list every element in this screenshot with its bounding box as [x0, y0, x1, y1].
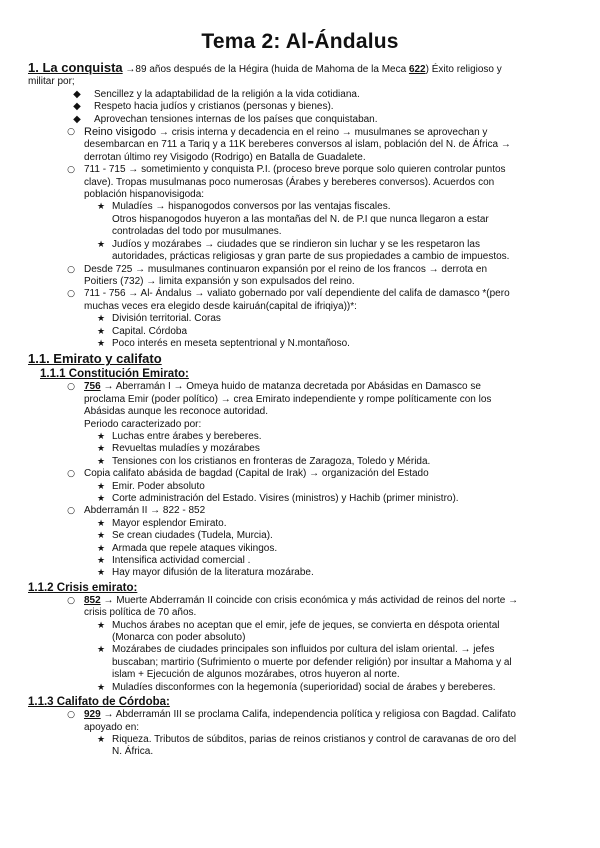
circle-bullet-icon: ○ — [67, 165, 75, 176]
emirato-list-3 — [28, 505, 572, 517]
emirato-list — [28, 381, 572, 431]
circle-bullet-icon: ○ — [67, 289, 75, 300]
list-item-abderraman-ii: ○ Abderramán II → 822 - 852 — [28, 505, 572, 517]
section-1-intro — [28, 60, 572, 76]
document-title: Tema 2: Al-Ándalus — [201, 30, 399, 53]
star-bullet-icon: ★ — [96, 494, 106, 504]
star-bullet-icon: ★ — [96, 202, 106, 213]
list-item: ★ Intensifica actividad comercial . — [28, 555, 572, 567]
list-item: ★ Revueltas muladíes y mozárabes — [28, 443, 572, 455]
intro-text-a: →89 años después de la Hégira (huida de Mahoma de la Meca — [122, 64, 409, 75]
organizacion-list — [28, 481, 572, 506]
star-bullet-icon: ★ — [96, 456, 106, 467]
list-item-711-715: ○ 711 - 715 → sometimiento y conquista P.I. (proceso breve porque solo quieren controlar puntos clave). Tropas musulmanas poco numerosas (Árabes y bereberes conversos). Acuerdos con población hispanovisigoda: — [28, 164, 572, 201]
section-1-heading: 1. La conquista — [28, 60, 123, 75]
circle-bullet-icon: ○ — [67, 382, 75, 393]
valiato-list — [28, 313, 572, 350]
list-item: ◆ Respeto hacia judíos y cristianos (personas y bienes). — [28, 101, 572, 113]
list-item-reino-visigodo: ○ Reino visigodo → crisis interna y decadencia en el reino → musulmanes se aprovechan y desembarcan en 711 a Tariq y a 11K bereberes conversos al islam, población del N. de África → derrotan último rey Visigodo (Rodrigo) en Batalla de Guadalete. — [28, 126, 572, 164]
intro-text-b: ) Éxito religioso y — [425, 64, 502, 75]
intro-year: 622 — [408, 64, 426, 75]
section-1-1-3-heading: 1.1.3 Califato de Córdoba: — [28, 696, 170, 709]
list-item-muladies: ★ Muladíes → hispanogodos conversos por las ventajas fiscales. Otros hispanogodos huyeron a las montañas del N. de P.I que nunca llegaron a estar controladas del todo por musulmanes. — [28, 201, 572, 238]
conquest-points-list — [28, 126, 572, 201]
star-bullet-icon: ★ — [96, 338, 106, 349]
star-bullet-icon: ★ — [96, 326, 106, 337]
esplendor-list — [28, 518, 572, 580]
star-bullet-icon: ★ — [96, 531, 106, 542]
diamond-bullet-icon: ◆ — [73, 101, 81, 113]
list-item: ★ Muladíes disconformes con la hegemonía (superioridad) social de árabes y bereberes. — [28, 682, 572, 694]
star-bullet-icon: ★ — [96, 431, 106, 442]
list-item: ★ Poco interés en meseta septentrional y N.montañoso. — [28, 338, 572, 350]
list-item-852: ○ 852 → Muerte Abderramán II coincide con crisis económica y más actividad de reinos del norte → crisis política de 70 años. — [28, 595, 572, 620]
circle-bullet-icon: ○ — [67, 264, 75, 275]
conquest-reasons-list — [28, 89, 572, 126]
star-bullet-icon: ★ — [96, 734, 106, 745]
list-item: ◆ Aprovechan tensiones internas de los países que conquistaban. — [28, 114, 572, 126]
diamond-bullet-icon: ◆ — [73, 113, 81, 125]
star-bullet-icon: ★ — [96, 481, 106, 492]
circle-bullet-icon: ○ — [67, 127, 75, 138]
circle-bullet-icon: ○ — [67, 595, 75, 606]
emirato-list-2 — [28, 468, 572, 480]
list-item: ★ Mayor esplendor Emirato. — [28, 518, 572, 530]
star-bullet-icon: ★ — [96, 314, 106, 325]
list-item: ★ Tensiones con los cristianos en fronteras de Zaragoza, Toledo y Mérida. — [28, 456, 572, 468]
list-item: ★ Hay mayor difusión de la literatura mozárabe. — [28, 567, 572, 579]
star-bullet-icon: ★ — [96, 568, 106, 579]
star-bullet-icon: ★ — [96, 556, 106, 567]
list-item: ★ División territorial. Coras — [28, 313, 572, 325]
circle-bullet-icon: ○ — [67, 469, 75, 480]
star-bullet-icon: ★ — [96, 645, 106, 656]
list-item: ★ Se crean ciudades (Tudela, Murcia). — [28, 530, 572, 542]
list-item-711-756: ○ 711 - 756 → Al- Ándalus → valiato gobernado por valí dependiente del califa de damasco *(pero muchas veces era elegido desde kairuán(capital de ifriqiya))*: — [28, 288, 572, 313]
califato-support-list — [28, 734, 572, 759]
conquest-points-list-2 — [28, 264, 572, 314]
list-item: ★ Capital. Córdoba — [28, 326, 572, 338]
list-item-929: ○ 929 → Abderramán III se proclama Califa, independencia política y religiosa con Bagdad. Califato apoyado en: — [28, 709, 572, 734]
star-bullet-icon: ★ — [96, 239, 106, 250]
circle-bullet-icon: ○ — [67, 710, 75, 721]
star-bullet-icon: ★ — [96, 620, 106, 631]
intro-text-c: militar por; — [28, 76, 75, 88]
list-item: ★ Corte administración del Estado. Visires (ministros) y Hachib (primer ministro). — [28, 493, 572, 505]
list-item: ◆ Sencillez y la adaptabilidad de la religión a la vida cotidiana. — [28, 89, 572, 101]
list-item-725: ○ Desde 725 → musulmanes continuaron expansión por el reino de los francos → derrota en Poitiers (732) → limita expansión y son expulsados del reino. — [28, 264, 572, 289]
crisis-list — [28, 595, 572, 620]
circle-bullet-icon: ○ — [67, 506, 75, 517]
population-list — [28, 201, 572, 263]
star-bullet-icon: ★ — [96, 444, 106, 455]
star-bullet-icon: ★ — [96, 543, 106, 554]
section-1-1-2-heading: 1.1.2 Crisis emirato: — [28, 581, 138, 594]
list-item: ★ Riqueza. Tributos de súbditos, parias de reinos cristianos y control de caravanas de oro del N. África. — [28, 734, 572, 759]
list-item: ★ Mozárabes de ciudades principales son influidos por cultura del islam oriental. → jefes buscaban; martirio (Sufrimiento o muerte por defender religión) por insultar a Mahoma y al islam + Ejecución de algunos mozárabes, otros huyeron al norte. — [28, 644, 572, 681]
section-1-1-1-heading: 1.1.1 Constitución Emirato: — [40, 368, 189, 381]
list-item: ★ Luchas entre árabes y bereberes. — [28, 431, 572, 443]
list-item: ★ Muchos árabes no aceptan que el emir, jefe de jeques, se convierta en déspota oriental (Monarca con poder absoluto) — [28, 620, 572, 645]
list-item-copia-califato: ○ Copia califato abásida de bagdad (Capital de Irak) → organización del Estado — [28, 468, 572, 480]
list-item-756: ○ 756 → Aberramán I → Omeya huido de matanza decretada por Abásidas en Damasco se proclama Emir (poder político) → crea Emirato independiente y rompe políticamente con los Abásidas aunque les reconoce autoridad. Periodo caracterizado por: — [28, 381, 572, 431]
list-item: ★ Armada que repele ataques vikingos. — [28, 543, 572, 555]
crisis-causes-list — [28, 620, 572, 694]
star-bullet-icon: ★ — [96, 682, 106, 693]
star-bullet-icon: ★ — [96, 518, 106, 529]
califato-list — [28, 709, 572, 734]
diamond-bullet-icon: ◆ — [73, 88, 81, 100]
periodo-list — [28, 431, 572, 468]
list-item-judios: ★ Judíos y mozárabes → ciudades que se rindieron sin luchar y se les respetaron las autoridades, prácticas religiosas y gran parte de sus propiedades a cambio de impuestos. — [28, 239, 572, 264]
section-1-1-heading: 1.1. Emirato y califato — [28, 351, 162, 367]
list-item: ★ Emir. Poder absoluto — [28, 481, 572, 493]
